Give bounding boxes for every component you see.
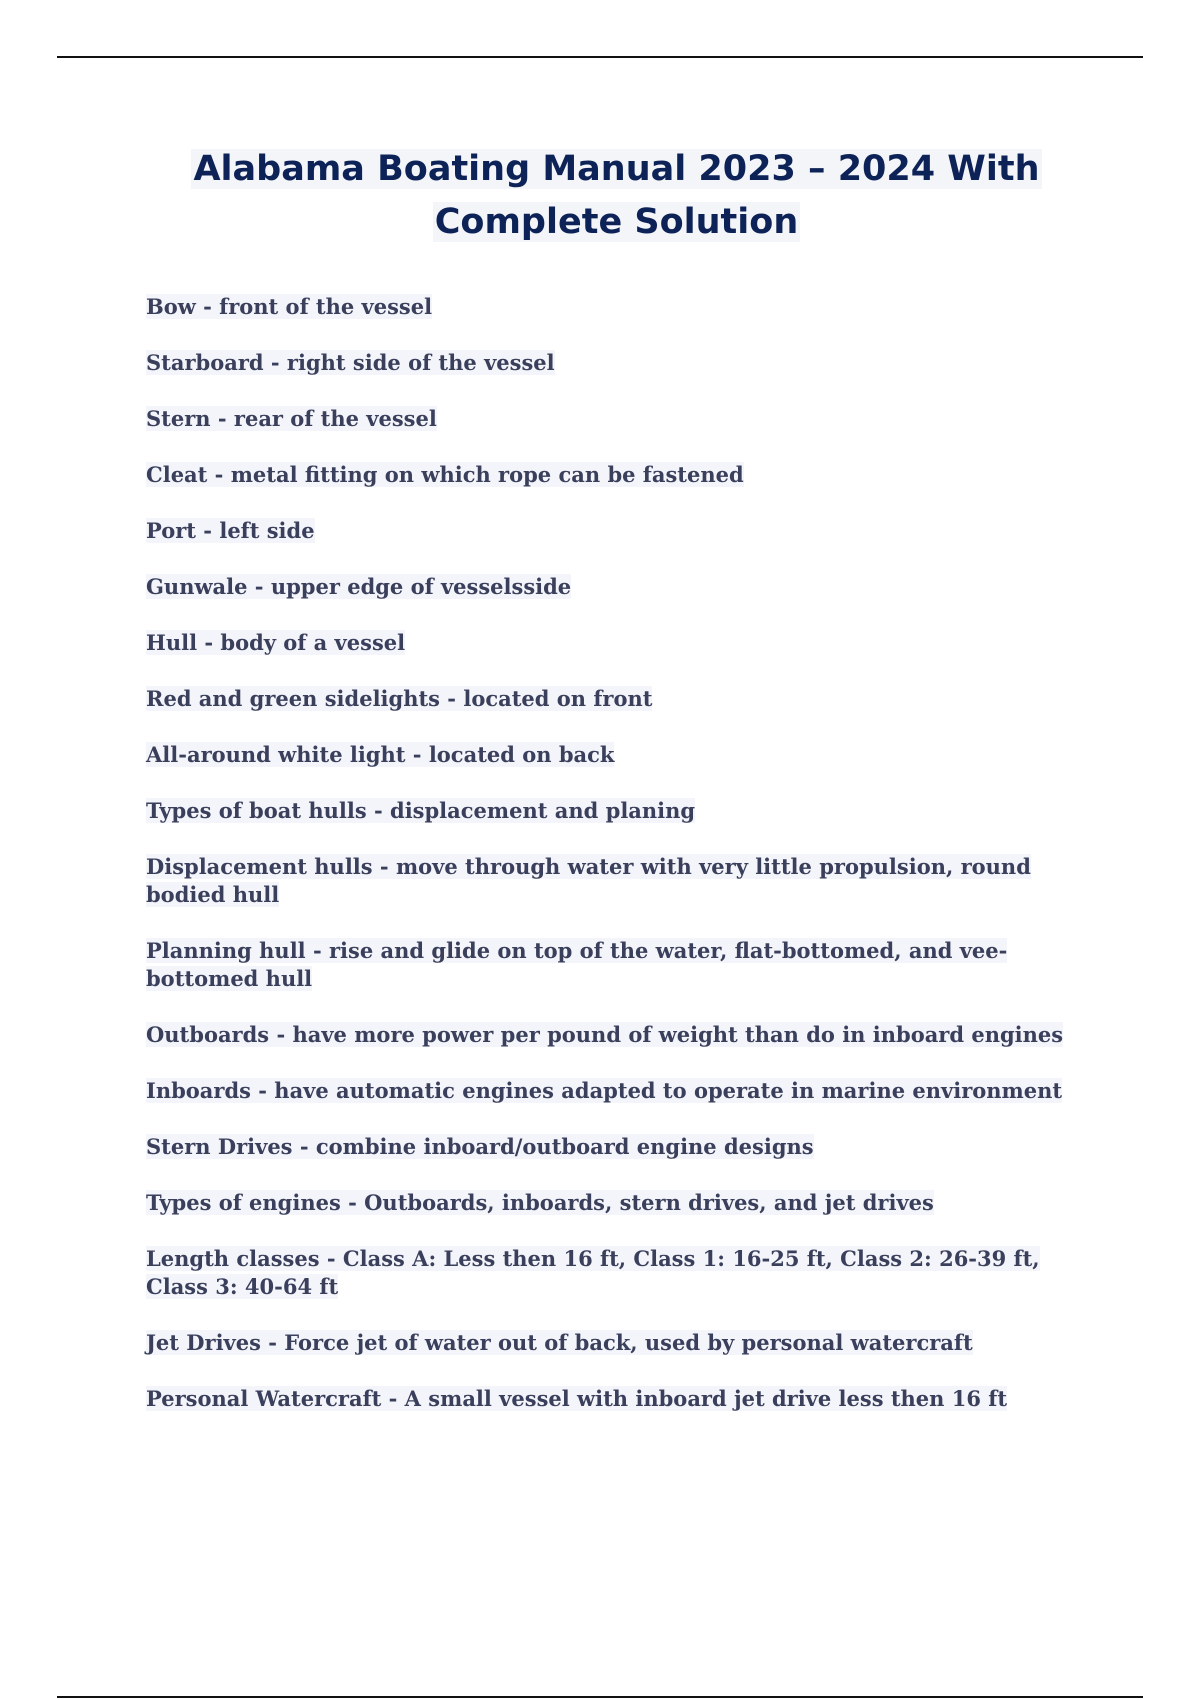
document-title-line-1: Alabama Boating Manual 2023 – 2024 With <box>193 149 1040 189</box>
entry-text: Stern - rear of the vessel <box>146 406 437 431</box>
list-item <box>146 629 1096 657</box>
entry-text: Cleat - metal fitting on which rope can be fastened <box>146 462 744 487</box>
list-item <box>146 349 1096 377</box>
list-item <box>146 405 1096 433</box>
entry-text: Starboard - right side of the vessel <box>146 350 555 375</box>
entry-text: Planning hull - rise and glide on top of the water, flat-bottomed, and vee-bottomed hull <box>146 938 1008 991</box>
list-item <box>146 1385 1096 1413</box>
list-item <box>146 1245 1096 1301</box>
entry-text: Types of boat hulls - displacement and planing <box>146 798 696 823</box>
entry-text: Jet Drives - Force jet of water out of back, used by personal watercraft <box>146 1330 973 1355</box>
definition-list <box>146 293 1096 1441</box>
document-title-line-2: Complete Solution <box>434 202 799 242</box>
entry-text: Port - left side <box>146 518 315 543</box>
list-item <box>146 573 1096 601</box>
list-item <box>146 461 1096 489</box>
entry-text: Bow - front of the vessel <box>146 294 433 319</box>
entry-text: Hull - body of a vessel <box>146 630 406 655</box>
list-item <box>146 1189 1096 1217</box>
list-item <box>146 517 1096 545</box>
entry-text: Displacement hulls - move through water with very little propulsion, round bodied hull <box>146 854 1031 907</box>
bottom-divider <box>57 1696 1143 1698</box>
list-item <box>146 797 1096 825</box>
list-item <box>146 1077 1096 1105</box>
entry-text: Outboards - have more power per pound of weight than do in inboard engines <box>146 1022 1064 1047</box>
list-item <box>146 293 1096 321</box>
document-title <box>150 143 1083 249</box>
list-item <box>146 937 1096 993</box>
list-item <box>146 1329 1096 1357</box>
list-item <box>146 1133 1096 1161</box>
list-item <box>146 853 1096 909</box>
list-item <box>146 685 1096 713</box>
entry-text: Length classes - Class A: Less then 16 ft, Class 1: 16-25 ft, Class 2: 26-39 ft, Class 3: 40-64 ft <box>146 1246 1040 1299</box>
entry-text: Red and green sidelights - located on front <box>146 686 653 711</box>
entry-text: Stern Drives - combine inboard/outboard engine designs <box>146 1134 814 1159</box>
list-item <box>146 741 1096 769</box>
entry-text: All-around white light - located on back <box>146 742 615 767</box>
entry-text: Inboards - have automatic engines adapted to operate in marine environment <box>146 1078 1063 1103</box>
list-item <box>146 1021 1096 1049</box>
entry-text: Types of engines - Outboards, inboards, stern drives, and jet drives <box>146 1190 934 1215</box>
entry-text: Gunwale - upper edge of vesselsside <box>146 574 572 599</box>
entry-text: Personal Watercraft - A small vessel with inboard jet drive less then 16 ft <box>146 1386 1008 1411</box>
top-divider <box>57 56 1143 58</box>
